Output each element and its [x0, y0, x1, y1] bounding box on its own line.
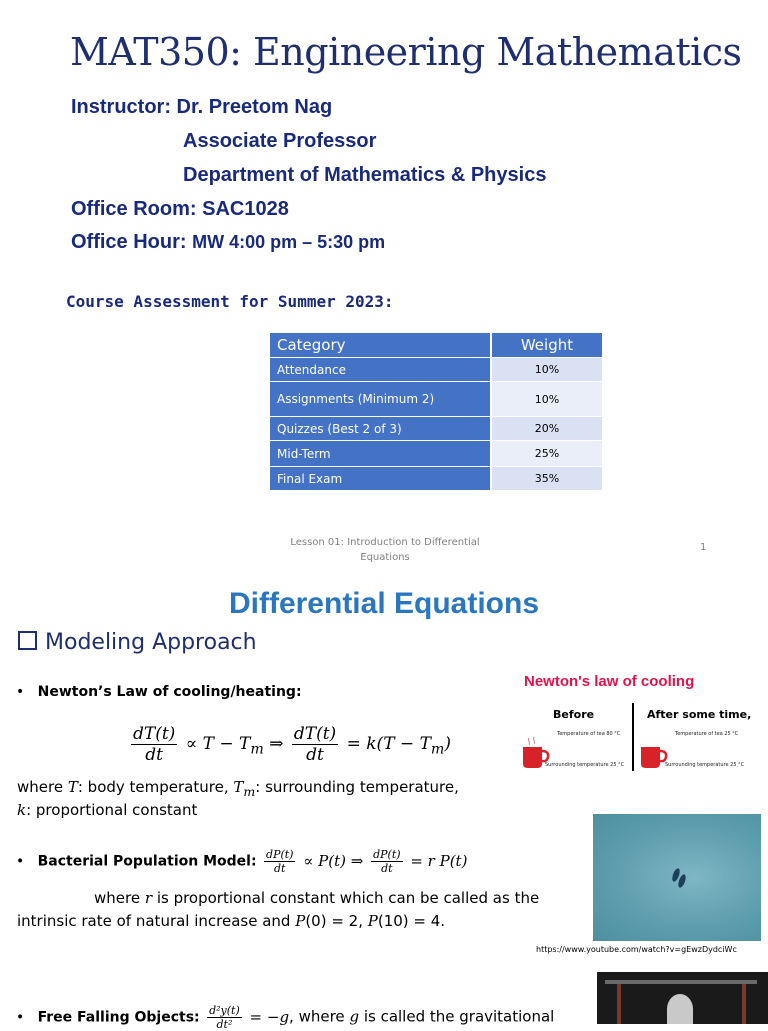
slide-title: Differential Equations: [228, 587, 540, 620]
falling-bullet: • Free Falling Objects: $\frac{\text{d²y(t)}}{\text{dt²}}$ = −g, where g is called the gravitational: [16, 1004, 555, 1031]
table-header-category: Category: [270, 333, 490, 358]
tea-temp-before: Temperature of tea 80 °C: [557, 731, 621, 737]
bullet-dot-icon: •: [16, 853, 38, 870]
surround-temp-after: Surrounding temperature 25 °C: [665, 762, 745, 768]
office-hour-value: MW 4:00 pm – 5:30 pm: [192, 232, 386, 252]
bacteria-cell-icon: [593, 814, 761, 941]
newton-where-line-1: where T: body temperature, $T_m$: surrounding temperature,: [17, 778, 459, 799]
office-room: Office Room: SAC1028: [71, 198, 289, 220]
table-cell-category: Quizzes (Best 2 of 3): [270, 417, 490, 441]
table-cell-category: Attendance: [270, 358, 490, 382]
checkbox-bullet-icon: [18, 631, 37, 650]
footer-line-2: Equations: [360, 552, 410, 563]
table-cell-category: Final Exam: [270, 467, 490, 491]
table-cell-weight: 20%: [490, 417, 602, 441]
newton-label: Newton’s Law of cooling/heating:: [37, 684, 302, 700]
course-title: MAT350: Engineering Mathematics: [70, 30, 742, 74]
newton-bullet: [16, 684, 302, 700]
newton-card-title: Newton's law of cooling: [524, 673, 695, 690]
tea-temp-after: Temperature of tea 25 °C: [675, 731, 739, 737]
footer-line-1: Lesson 01: Introduction to Differential: [290, 537, 480, 548]
bacterial-where-line-2: intrinsic rate of natural increase and P(0) = 2, P(10) = 4.: [17, 912, 446, 930]
bacterial-where-line-1: where r is proportional constant which can be called as the: [94, 889, 540, 907]
bullet-dot-icon: •: [16, 684, 38, 700]
table-cell-category: Mid-Term: [270, 441, 490, 467]
newton-where-line-2: k: proportional constant: [17, 801, 198, 819]
instructor-position: Associate Professor: [183, 130, 377, 152]
table-row: [270, 382, 602, 417]
table-cell-weight: 10%: [490, 382, 602, 417]
table-cell-category: Assignments (Minimum 2): [270, 382, 490, 417]
surround-temp-before: Surrounding temperature 25 °C: [545, 762, 625, 768]
assessment-heading: Course Assessment for Summer 2023:: [66, 292, 394, 311]
table-cell-weight: 10%: [490, 358, 602, 382]
video-url[interactable]: https://www.youtube.com/watch?v=gEwzDydciWc: [536, 945, 737, 954]
office-hour-label: Office Hour:: [71, 231, 187, 253]
newton-card-before: Before: [553, 708, 595, 721]
table-row: [270, 441, 602, 467]
section-heading-text: Modeling Approach: [45, 630, 257, 655]
bullet-dot-icon: •: [16, 1009, 38, 1026]
table-row: [270, 417, 602, 441]
bacterial-label: Bacterial Population Model:: [37, 853, 257, 870]
table-row: [270, 467, 602, 491]
falling-equation: $\frac{\text{d²y(t)}}{\text{dt²}}$ = −g: [209, 1004, 290, 1031]
instructor-department: Department of Mathematics & Physics: [183, 164, 547, 186]
instructor-line: Instructor: Dr. Preetom Nag: [71, 96, 333, 118]
table-header-weight: Weight: [490, 333, 602, 358]
table-row: [270, 358, 602, 382]
newton-card-divider: [632, 703, 634, 771]
table-cell-weight: 25%: [490, 441, 602, 467]
section-heading: [18, 630, 257, 655]
page-number: 1: [700, 542, 707, 553]
cup-icon: [638, 736, 668, 770]
newton-equation: $\frac{dT(t)}{dt}$ ∝ $T - T_m$ ⇒ $\frac{dT(t)}{dt}$ = $k(T - T_m)$: [133, 724, 451, 765]
newton-card-after: After some time,: [647, 708, 752, 721]
assessment-table: [270, 333, 602, 491]
falling-objects-photo: [597, 972, 768, 1024]
office-hour: [71, 231, 385, 254]
bacteria-image: [593, 814, 761, 941]
table-cell-weight: 35%: [490, 467, 602, 491]
bacterial-bullet: [16, 848, 467, 875]
falling-label: Free Falling Objects:: [37, 1009, 200, 1026]
table-header-row: [270, 333, 602, 358]
bacterial-equation: $\frac{dP(t)}{dt}$ ∝ P(t) ⇒ $\frac{dP(t)}{dt}$ = r P(t): [266, 848, 468, 875]
slide-footer: [280, 535, 490, 565]
